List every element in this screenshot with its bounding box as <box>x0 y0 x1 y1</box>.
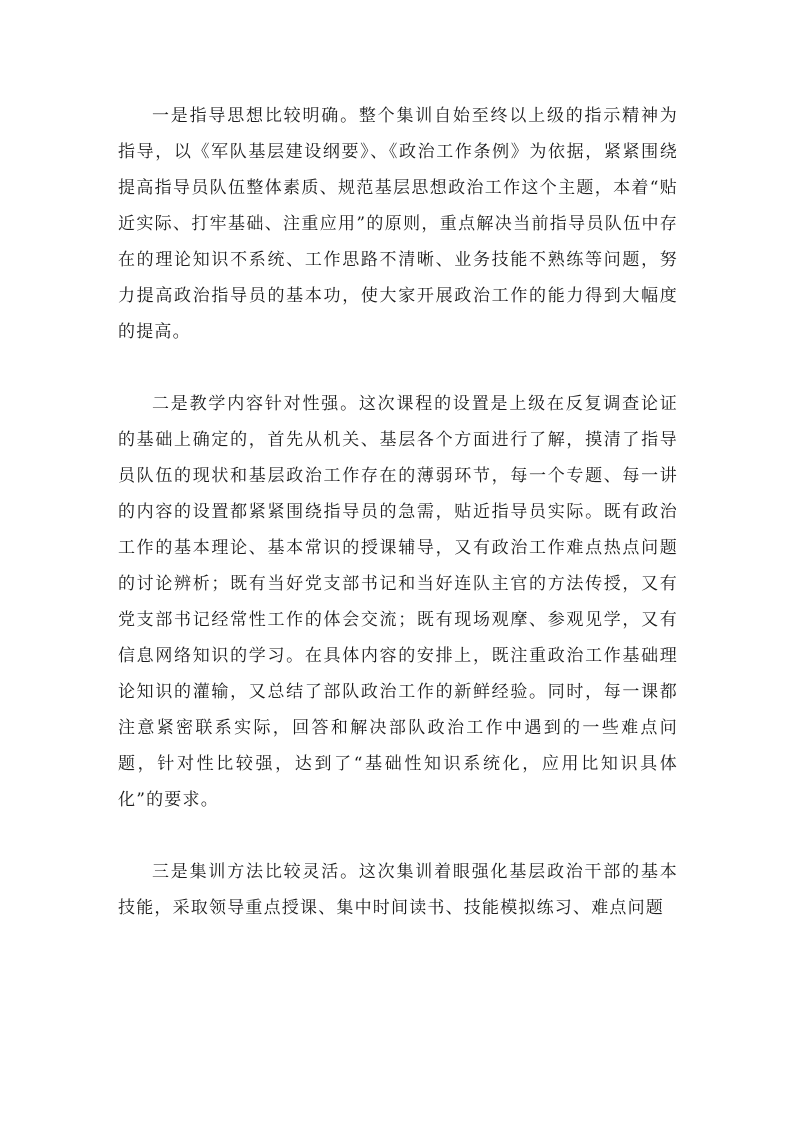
document-body <box>118 98 678 926</box>
paragraph-training-methods: 三是集训方法比较灵活。这次集训着眼强化基层政治干部的基本技能，采取领导重点授课、集中时间读书、技能模拟练习、难点问题 <box>118 862 678 918</box>
paragraph-teaching-content: 二是教学内容针对性强。这次课程的设置是上级在反复调查论证的基础上确定的，首先从机关、基层各个方面进行了解，摸清了指导员队伍的现状和基层政治工作存在的薄弱环节，每一个专题、每一讲的内容的设置都紧紧围绕指导员的急需，贴近指导员实际。既有政治工作的基本理论、基本常识的授课辅导，又有政治工作难点热点问题的讨论辨析；既有当好党支部书记和当好连队主官的方法传授，又有党支部书记经常性工作的体会交流；既有现场观摩、参观见学，又有信息网络知识的学习。在具体内容的安排上，既注重政治工作基础理论知识的灌输，又总结了部队政治工作的新鲜经验。同时，每一课都注意紧密联系实际，回答和解决部队政治工作中遇到的一些难点问题，针对性比较强，达到了“基础性知识系统化，应用比知识具体化”的要求。 <box>118 394 678 810</box>
paragraph-guiding-ideology: 一是指导思想比较明确。整个集训自始至终以上级的指示精神为指导，以《军队基层建设纲要》、《政治工作条例》为依据，紧紧围绕提高指导员队伍整体素质、规范基层思想政治工作这个主题，本着“贴近实际、打牢基础、注重应用”的原则，重点解决当前指导员队伍中存在的理论知识不系统、工作思路不清晰、业务技能不熟练等问题，努力提高政治指导员的基本功，使大家开展政治工作的能力得到大幅度的提高。 <box>118 106 678 342</box>
